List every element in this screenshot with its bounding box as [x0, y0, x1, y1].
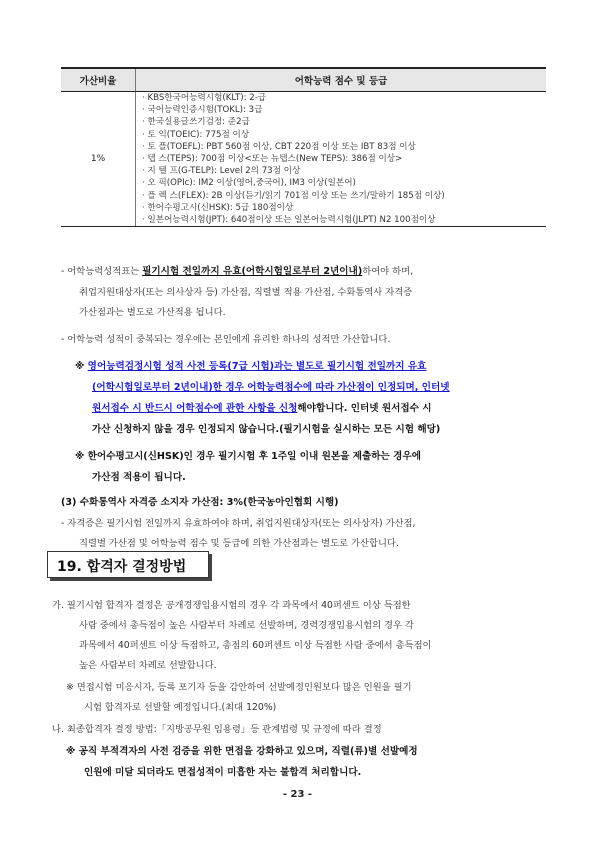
list-item: · 일본어능력시험(JPT): 640점이상 또는 일본어능력시험(JLPT) N2 100점이상	[142, 214, 436, 225]
hsk-note-line-1: ※ 한어수평고시(신HSK)인 경우 필기시험 후 1주일 이내 원본을 제출하는 경우에	[75, 451, 421, 462]
score-list-cell	[136, 92, 547, 227]
reference-mark: ※	[75, 361, 88, 372]
validity-text-end: 하여야 하며,	[362, 266, 414, 277]
language-score-table	[61, 67, 546, 227]
list-item: · 플 렉 스(FLEX): 2B 이상(듣기/읽기 701점 이상 또는 쓰기/말하기 185점 이상)	[142, 190, 445, 201]
validity-line-3: 가산점과는 별도로 가산적용 됩니다.	[79, 307, 226, 318]
page-number: - 23 -	[282, 789, 313, 800]
list-item: · 국어능력인증시험(TOKL): 3급	[142, 105, 263, 116]
list-item: · KBS한국어능력시험(KLT): 2-급	[142, 93, 267, 103]
decision-ga-line-1: 가. 필기시험 합격자 결정은 공개경쟁임용시험의 경우 각 과목에서 40퍼센트 이상 득점한	[52, 600, 411, 611]
sign-language-line-2: 직렬별 가산점 및 어학능력 점수 및 등급에 의한 가산점과는 별도로 가산합니다.	[79, 538, 399, 549]
validity-emphasis: 필기시험 전일까지 유효(어학시험일로부터 2년이내)	[142, 266, 363, 277]
decision-na-line-1: 나. 최종합격자 결정 방법:「지방공무원 임용령」등 관계법령 및 규정에 따라 결정	[52, 724, 382, 735]
header-description: 어학능력 점수 및 등급	[136, 68, 547, 92]
registration-text: 해야합니다. 인터넷 원서접수 시	[297, 403, 432, 414]
decision-ga-line-2: 사람 중에서 총득점이 높은 사람부터 차례로 선발하며, 경력경쟁임용시험의 경우 각	[79, 620, 414, 631]
registration-link-text: (어학시험일로부터 2년이내)한 경우 어학능력점수에 따라 가산점이 인정되며, 인터넷	[92, 382, 450, 393]
sign-language-title: (3) 수화통역사 자격증 소지자 가산점: 3%(한국농아인협회 시행)	[61, 497, 339, 508]
list-item: · 한국실용글쓰기검정: 준2급	[142, 117, 250, 128]
validity-line-2: 취업지원대상자(또는 의사상자 등) 가산점, 직렬별 적용 가산점, 수화통역사 자격증	[79, 287, 413, 298]
table-row	[61, 92, 546, 227]
sign-language-line-1: - 자격증은 필기시험 전일까지 유효하여야 하며, 취업지원대상자(또는 의사상자) 가산점,	[61, 518, 416, 529]
decision-ga-note-2: 시험 합격자로 선발할 예정입니다.(최대 120%)	[84, 702, 277, 713]
rate-cell: 1%	[61, 92, 136, 227]
registration-note-line-1	[75, 358, 426, 372]
decision-na-note-2: 인원에 미달 되더라도 면접성적이 미흡한 자는 불합격 처리합니다.	[84, 767, 362, 778]
table-header-row	[61, 68, 546, 92]
registration-note-line-3	[92, 400, 432, 414]
list-item: · 오 픽(OPIc): IM2 이상(영어,중국어), IM3 이상(일본어)	[142, 178, 356, 189]
registration-note-line-2	[92, 379, 450, 393]
list-item: · 텝 스(TEPS): 700점 이상<또는 뉴텝스(New TEPS): 386점 이상>	[142, 153, 403, 164]
list-item: · 지 텔 프(G-TELP): Level 2의 73점 이상	[142, 166, 301, 177]
header-rate: 가산비율	[61, 68, 136, 92]
list-item: · 토 익(TOEIC): 775점 이상	[142, 129, 250, 140]
registration-note-line-4: 가산 신청하지 않을 경우 인정되지 않습니다.(필기시험을 실시하는 모든 시험 해당)	[92, 424, 441, 435]
section-heading-box	[47, 551, 209, 578]
validity-text: - 어학능력성적표는	[61, 266, 143, 277]
decision-ga-line-3: 과목에서 40퍼센트 이상 득점하고, 총점의 60퍼센트 이상 득점한 사람 중에서 총득점이	[79, 640, 432, 651]
registration-link-text: 영어능력검정시험 성적 사전 등록(7급 시험)과는 별도로 필기시험 전일까지 유효	[87, 361, 427, 372]
list-item: · 토 플(TOEFL): PBT 560점 이상, CBT 220점 이상 또는 IBT 83점 이상	[142, 141, 416, 152]
hsk-note-line-2: 가산점 적용이 됩니다.	[92, 472, 186, 483]
decision-ga-note-1: ※ 면접시험 미응시자, 등록 포기자 등을 감안하여 선발예정인원보다 많은 인원을 필기	[66, 682, 412, 693]
decision-ga-line-4: 높은 사람부터 차례로 선발합니다.	[79, 660, 217, 671]
list-item: · 한어수평고시(신HSK): 5급 180점이상	[142, 202, 294, 213]
duplicate-score-note: - 어학능력 성적이 중복되는 경우에는 본인에게 유리한 하나의 성적만 가산합니다.	[61, 334, 391, 345]
decision-na-note-1: ※ 공직 부적격자의 사전 검증을 위한 면접을 강화하고 있으며, 직렬(류)별 선발예정	[66, 746, 418, 757]
registration-link-text: 원서접수 시 반드시 어학점수에 관한 사항을 신청	[92, 403, 298, 414]
validity-line-1	[61, 263, 413, 277]
section-title: 19. 합격자 결정방법	[57, 559, 187, 575]
